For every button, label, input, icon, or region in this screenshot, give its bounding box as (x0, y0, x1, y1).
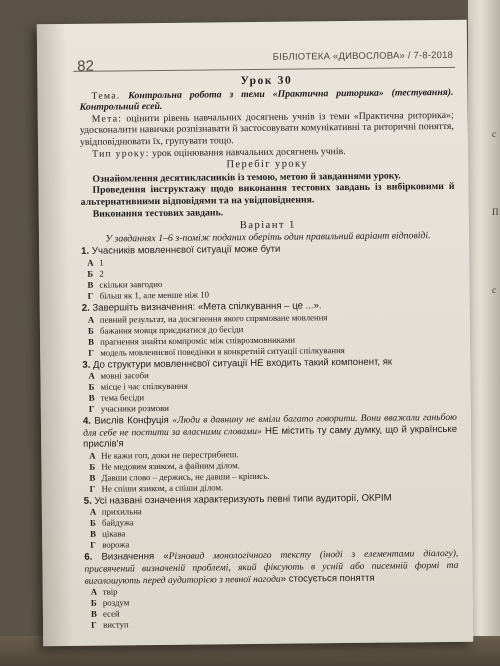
edge-mark: П (492, 207, 499, 217)
option-letter: Г (89, 483, 96, 494)
question (83, 412, 457, 451)
option-letter: Г (90, 619, 97, 630)
option-text: Давши слово – держись, не давши – кріпись. (101, 470, 270, 483)
next-page-marks (492, 95, 499, 329)
option-letter: Г (87, 290, 94, 301)
option-text: Не кажи гоп, доки не перестрибнеш. (101, 449, 239, 461)
option-letter: В (87, 279, 94, 290)
lesson-goal (80, 110, 454, 149)
step-three: Виконання тестових завдань. (92, 206, 224, 220)
question-text: Учасників мовленнєвої ситуації може бути (91, 244, 281, 258)
question-text-post: НЕ містить ту саму думку, що й українське прислів'я (83, 423, 458, 451)
question-quote: «Люди в давнину не вміли багато говорити. Вони вважали ганьбою для себе не постити за власними словами» (82, 411, 457, 439)
option-letter: В (88, 336, 95, 347)
option-letter: А (90, 586, 98, 597)
option-letter: А (87, 257, 94, 268)
question-number: 3. (82, 359, 91, 371)
option-letter: А (88, 370, 95, 381)
variant-title: Варіант 1 (239, 219, 296, 232)
goal-text: оцінити рівень навчальних досягнень учнів із теми «Практична риторика»; удосконалити навички розпізнавати й застосовувати комунікативні та риторичні поняття, увідповіднювати їх, групувати тощо. (79, 109, 454, 148)
question-text: Усі названі означення характеризують певні типи аудиторії, ОКРІМ (94, 492, 392, 507)
option-letter: В (90, 529, 97, 540)
option-letter: А (89, 450, 96, 461)
edge-mark: с (492, 285, 496, 295)
question-number: 5. (83, 495, 92, 507)
question-number: 1. (81, 246, 90, 258)
question-number: 6. (84, 552, 93, 564)
question-text-post: » стосується поняття (280, 572, 375, 585)
option-text: тема бесіди (100, 392, 145, 403)
option-text: ворожа (102, 539, 130, 551)
option-text: Не спіши язиком, а спіши ділом. (101, 482, 224, 494)
option-text: прагнення знайти компроміс між співрозмовниками (100, 334, 296, 347)
option-letter: Б (87, 325, 94, 336)
option-text: учасники розмови (100, 402, 170, 414)
option-text: бажання мовця приєднатися до бесіди (99, 323, 244, 336)
option-text: есей (102, 608, 120, 619)
option-letter: Б (89, 461, 96, 472)
option-letter: Б (89, 518, 96, 529)
question-text: До структури мовленнєвої ситуації НЕ входить такий компонент, як (92, 356, 393, 371)
question-definition: Різновид монологічного тексту (іноді з елементами діалогу), присвячений визначеній проблемі, який фіксують в усній або писемній формі та виголошують перед аудиторією з певної нагоди (84, 548, 459, 587)
option-text: виступ (102, 619, 129, 630)
question (84, 548, 458, 587)
option-letter: Б (88, 381, 95, 392)
topic-label: Тема. (91, 89, 121, 102)
answer-options (91, 583, 459, 631)
option-text: більш як 1, але менше ніж 10 (99, 289, 210, 301)
question-text-pre: Визначення « (101, 551, 169, 564)
type-text: урок оцінювання навчальних досягнень учнів. (151, 145, 346, 159)
test-instruction: У завданнях 1–6 з-поміж поданих оберіть один правильний варіант відповіді. (105, 229, 431, 245)
page-number: 82 (77, 57, 94, 75)
option-letter: Г (88, 347, 94, 358)
option-letter: А (89, 507, 97, 518)
page-fold-shadow (37, 24, 74, 646)
option-text: мовні засоби (100, 370, 149, 381)
type-label: Тип уроку: (92, 147, 150, 160)
option-text: байдужа (101, 517, 134, 529)
option-text: модель мовленнєвої поведінки в конкретній ситуації спілкування (100, 344, 345, 358)
answer-options (88, 310, 456, 358)
page-header (37, 26, 467, 75)
topic-text: Контрольна робота з теми «Практична риторика» (тестування). Контрольний есей. (79, 86, 454, 114)
progress-title: Перебіг уроку (226, 158, 309, 171)
option-letter: В (88, 392, 95, 403)
goal-label: Мета: (91, 113, 123, 125)
question-text-pre: Вислів Конфуція (94, 414, 173, 427)
option-text: скільки завгодно (99, 278, 163, 290)
option-text: роздум (102, 597, 130, 608)
option-letter: В (90, 608, 97, 619)
option-text: певний результат, на досягнення якого спрямоване мовлення (99, 311, 328, 325)
question-number: 2. (81, 302, 90, 314)
edge-mark: с (492, 129, 496, 139)
step-two: Проведення інструктажу щодо виконання тестових завдань із вибірковими й альтернативними відповідями та на увідповіднення. (80, 181, 455, 208)
lesson-title: Урок 30 (240, 74, 293, 88)
step-one: Ознайомлення десятикласників із темою, метою й завданнями уроку. (92, 170, 401, 185)
option-text: місце і час спілкування (100, 380, 188, 392)
option-letter: А (87, 314, 95, 325)
answer-options (89, 447, 457, 495)
answer-options (88, 367, 456, 415)
option-text: твір (102, 586, 118, 597)
option-letter: Б (90, 597, 97, 608)
journal-title: БІБЛІОТЕКА «ДИВОСЛОВА» / 7-8-2018 (272, 49, 454, 63)
option-letter: Б (87, 268, 94, 279)
option-text: цікава (102, 528, 126, 540)
question-number: 4. (82, 415, 91, 427)
option-text: Не медовим язиком, а файним ділом. (101, 460, 240, 472)
option-letter: В (89, 472, 96, 483)
answer-options (87, 254, 455, 302)
option-text: 1 (99, 257, 104, 268)
answer-options (90, 503, 458, 551)
option-text: 2 (99, 268, 104, 279)
book-page (37, 20, 473, 646)
option-text: прихильна (101, 506, 142, 518)
option-letter: Г (88, 403, 95, 414)
page-content (79, 74, 459, 631)
option-letter: Г (90, 540, 96, 551)
question-text: Завершіть визначення: «Мета спілкування – це ...». (92, 300, 322, 314)
